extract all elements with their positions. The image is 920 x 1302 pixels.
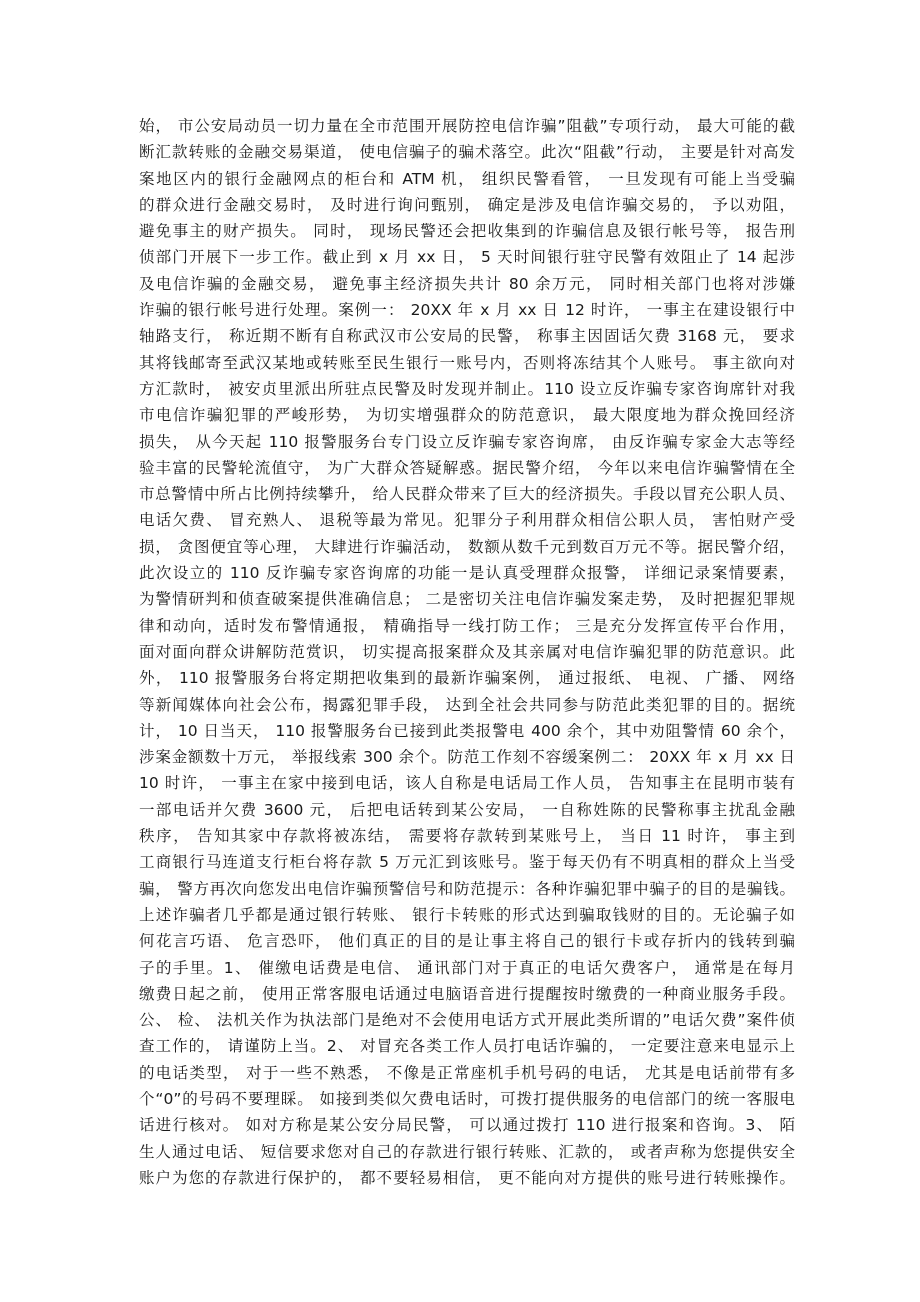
text-line: 上述诈骗者几乎都是通过银行转账、 银行卡转账的形式达到骗取钱财的目的。无论骗子如 xyxy=(139,905,795,924)
text-line: 案地区内的银行金融网点的柜台和 ATM 机， 组织民警看管， 一旦发现有可能上当受骗 xyxy=(139,169,795,188)
text-line: 公、 检、 法机关作为执法部门是绝对不会使用电话方式开展此类所谓的”电话欠费”案件侦 xyxy=(139,1011,795,1030)
text-line: 工商银行马连道支行柜台将存款 5 万元汇到该账号。鉴于每天仍有不明真相的群众上当受 xyxy=(139,853,795,872)
text-line: 话进行核对。 如对方称是某公安分局民警， 可以通过拨打 110 进行报案和咨询。3、 陌 xyxy=(139,1116,795,1135)
text-line: 账户为您的存款进行保护的， 都不要轻易相信， 更不能向对方提供的账号进行转账操作。 xyxy=(139,1168,795,1187)
text-line: 诈骗的银行帐号进行处理。案例一： 20XX 年 x 月 xx 日 12 时许， 一事主在建设银行中 xyxy=(139,301,795,320)
text-line: 律和动向，适时发布警情通报， 精确指导一线打防工作； 三是充分发挥宣传平台作用， xyxy=(139,616,795,635)
text-line: 子的手里。1、 催缴电话费是电信、 通讯部门对于真正的电话欠费客户， 通常是在每月 xyxy=(139,958,795,977)
text-line: 市电信诈骗犯罪的严峻形势， 为切实增强群众的防范意识， 最大限度地为群众挽回经济 xyxy=(139,406,795,425)
text-line: 等新闻媒体向社会公布，揭露犯罪手段， 达到全社会共同参与防范此类犯罪的目的。据统 xyxy=(139,695,795,714)
text-line: 验丰富的民警轮流值守， 为广大群众答疑解惑。据民警介绍， 今年以来电信诈骗警情在全 xyxy=(139,458,795,477)
text-line: 何花言巧语、 危言恐吓， 他们真正的目的是让事主将自己的银行卡或存折内的钱转到骗 xyxy=(139,932,795,951)
text-line: 的电话类型， 对于一些不熟悉， 不像是正常座机手机号码的电话， 尤其是电话前带有多 xyxy=(139,1063,795,1082)
text-line: 生人通过电话、 短信要求您对自己的存款进行银行转账、汇款的， 或者声称为您提供安全 xyxy=(139,1142,795,1161)
text-line: 侦部门开展下一步工作。截止到 x 月 xx 日， 5 天时间银行驻守民警有效阻止了 14 起涉 xyxy=(139,248,795,267)
text-line: 方汇款时， 被安贞里派出所驻点民警及时发现并制止。110 设立反诈骗专家咨询席针对我 xyxy=(139,379,795,398)
text-line: 市总警情中所占比例持续攀升， 给人民群众带来了巨大的经济损失。手段以冒充公职人员、 xyxy=(139,485,795,504)
text-line: 此次设立的 110 反诈骗专家咨询席的功能一是认真受理群众报警， 详细记录案情要素， xyxy=(139,564,795,583)
text-line: 的群众进行金融交易时， 及时进行询问甄别， 确定是涉及电信诈骗交易的， 予以劝阻， xyxy=(139,195,795,214)
text-line: 10 时许， 一事主在家中接到电话，该人自称是电话局工作人员， 告知事主在昆明市装有 xyxy=(139,774,795,793)
text-line: 损， 贪图便宜等心理， 大肆进行诈骗活动， 数额从数千元到数百万元不等。据民警介绍， xyxy=(139,537,795,556)
text-line: 一部电话并欠费 3600 元， 后把电话转到某公安局， 一自称姓陈的民警称事主扰乱金融 xyxy=(139,800,795,819)
text-line: 外， 110 报警服务台将定期把收集到的最新诈骗案例， 通过报纸、 电视、 广播、 网络 xyxy=(139,669,795,688)
text-line: 始， 市公安局动员一切力量在全市范围开展防控电信诈骗”阻截”专项行动， 最大可能的截 xyxy=(139,117,795,135)
text-line: 查工作的， 请谨防上当。2、 对冒充各类工作人员打电话诈骗的， 一定要注意来电显示上 xyxy=(139,1037,795,1056)
text-line: 秩序， 告知其家中存款将被冻结， 需要将存款转到某账号上， 当日 11 时许， 事主到 xyxy=(139,827,795,846)
text-line: 骗， 警方再次向您发出电信诈骗预警信号和防范提示：各种诈骗犯罪中骗子的目的是骗钱。 xyxy=(139,879,795,898)
text-line: 及电信诈骗的金融交易， 避免事主经济损失共计 80 余万元， 同时相关部门也将对涉嫌 xyxy=(139,274,795,293)
text-line: 个“0”的号码不要理睬。 如接到类似欠费电话时，可拨打提供服务的电信部门的统一客服电 xyxy=(139,1089,795,1108)
text-line: 避免事主的财产损失。 同时， 现场民警还会把收集到的诈骗信息及银行帐号等， 报告刑 xyxy=(139,222,795,241)
text-line: 为警情研判和侦查破案提供准确信息； 二是密切关注电信诈骗发案走势， 及时把握犯罪规 xyxy=(139,590,795,609)
text-line: 轴路支行， 称近期不断有自称武汉市公安局的民警， 称事主因固话欠费 3168 元， 要求 xyxy=(139,327,795,346)
text-line: 其将钱邮寄至武汉某地或转账至民生银行一账号内，否则将冻结其个人账号。 事主欲向对 xyxy=(139,353,795,372)
text-line: 计， 10 日当天， 110 报警服务台已接到此类报警电 400 余个，其中劝阻警情 60 余个， xyxy=(139,721,795,740)
text-line: 面对面向群众讲解防范赏识， 切实提高报案群众及其亲属对电信诈骗犯罪的防范意识。此 xyxy=(139,642,795,661)
text-line: 涉案金额数十万元， 举报线索 300 余个。防范工作刻不容缓案例二： 20XX 年 x 月 xx 日 xyxy=(139,748,795,767)
text-line: 断汇款转账的金融交易渠道， 使电信骗子的骗术落空。此次“阻截”行动， 主要是针对高发 xyxy=(139,143,795,162)
text-line: 缴费日起之前， 使用正常客服电话通过电脑语音进行提醒按时缴费的一种商业服务手段。 xyxy=(139,984,795,1003)
text-line: 电话欠费、 冒充熟人、 退税等最为常见。犯罪分子利用群众相信公职人员， 害怕财产受 xyxy=(139,511,795,530)
body-text xyxy=(139,113,795,1191)
text-line: 损失， 从今天起 110 报警服务台专门设立反诈骗专家咨询席， 由反诈骗专家金大志等经 xyxy=(139,432,795,451)
